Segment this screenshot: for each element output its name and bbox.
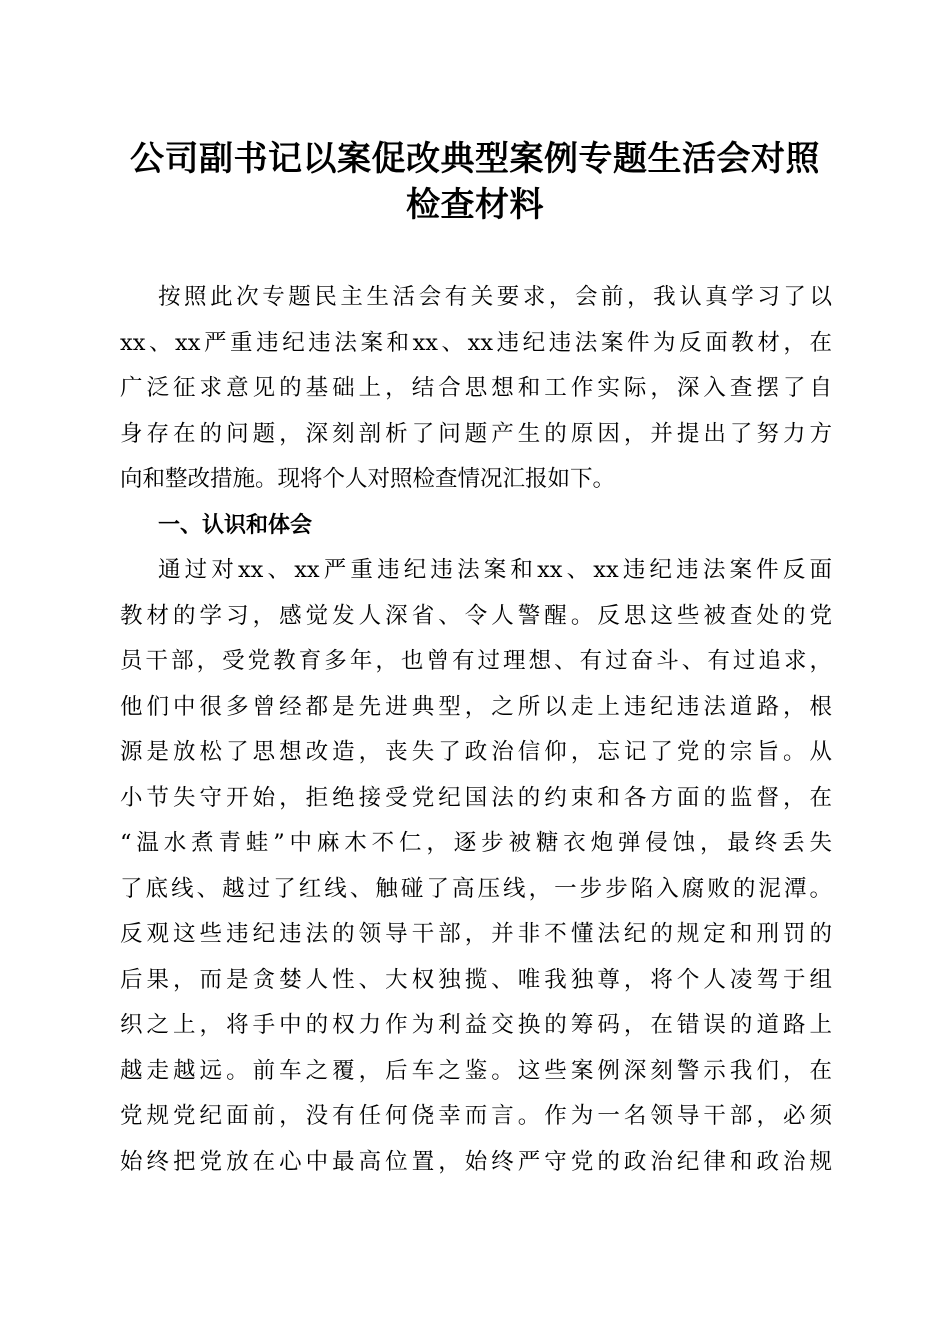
paragraph-line: 教材的学习，感觉发人深省、令人警醒。反思这些被查处的党 (120, 602, 832, 629)
paragraph-line: 源是放松了思想改造，丧失了政治信仰，忘记了党的宗旨。从 (120, 739, 832, 765)
paragraph-line: 向和整改措施。现将个人对照检查情况汇报如下。 (120, 466, 616, 492)
paragraph-line: 按照此次专题民主生活会有关要求，会前，我认真学习了以 (158, 284, 832, 310)
paragraph-line: “温水煮青蛙”中麻木不仁，逐步被糖衣炮弹侵蚀，最终丢失 (120, 830, 832, 856)
paragraph-line: 党规党纪面前，没有任何侥幸而言。作为一名领导干部，必须 (120, 1103, 832, 1129)
paragraph-line: 通过对xx、xx严重违纪违法案和xx、xx违纪违法案件反面 (158, 557, 832, 583)
paragraph-line: 后果，而是贪婪人性、大权独揽、唯我独尊，将个人凌驾于组 (120, 966, 832, 993)
paragraph-line: 越走越远。前车之覆，后车之鉴。这些案例深刻警示我们，在 (120, 1057, 832, 1084)
paragraph-line: 身存在的问题，深刻剖析了问题产生的原因，并提出了努力方 (120, 420, 832, 447)
paragraph-line: 他们中很多曾经都是先进典型，之所以走上违纪违法道路，根 (120, 693, 832, 720)
document-body (120, 275, 832, 1185)
paragraph-line: 员干部，受党教育多年，也曾有过理想、有过奋斗、有过追求， (120, 648, 832, 674)
paragraph-line: 反观这些违纪违法的领导干部，并非不懂法纪的规定和刑罚的 (120, 921, 832, 947)
paragraph-line: 小节失守开始，拒绝接受党纪国法的约束和各方面的监督，在 (120, 784, 832, 811)
intro-paragraph (120, 275, 832, 503)
paragraph-line: 始终把党放在心中最高位置，始终严守党的政治纪律和政治规 (120, 1148, 832, 1175)
title-line-1: 公司副书记以案促改典型案例专题生活会对照 (130, 139, 820, 179)
document-title (100, 136, 850, 228)
section1-paragraph (120, 548, 832, 1185)
paragraph-line: 织之上，将手中的权力作为利益交换的筹码，在错误的道路上 (120, 1012, 832, 1038)
paragraph-line: 了底线、越过了红线、触碰了高压线，一步步陷入腐败的泥潭。 (120, 875, 832, 902)
section-heading: 一、认识和体会 (158, 512, 313, 538)
paragraph-line: 广泛征求意见的基础上，结合思想和工作实际，深入查摆了自 (120, 375, 832, 401)
paragraph-line: xx、xx严重违纪违法案和xx、xx违纪违法案件为反面教材，在 (120, 329, 832, 356)
title-line-2: 检查材料 (406, 185, 544, 225)
